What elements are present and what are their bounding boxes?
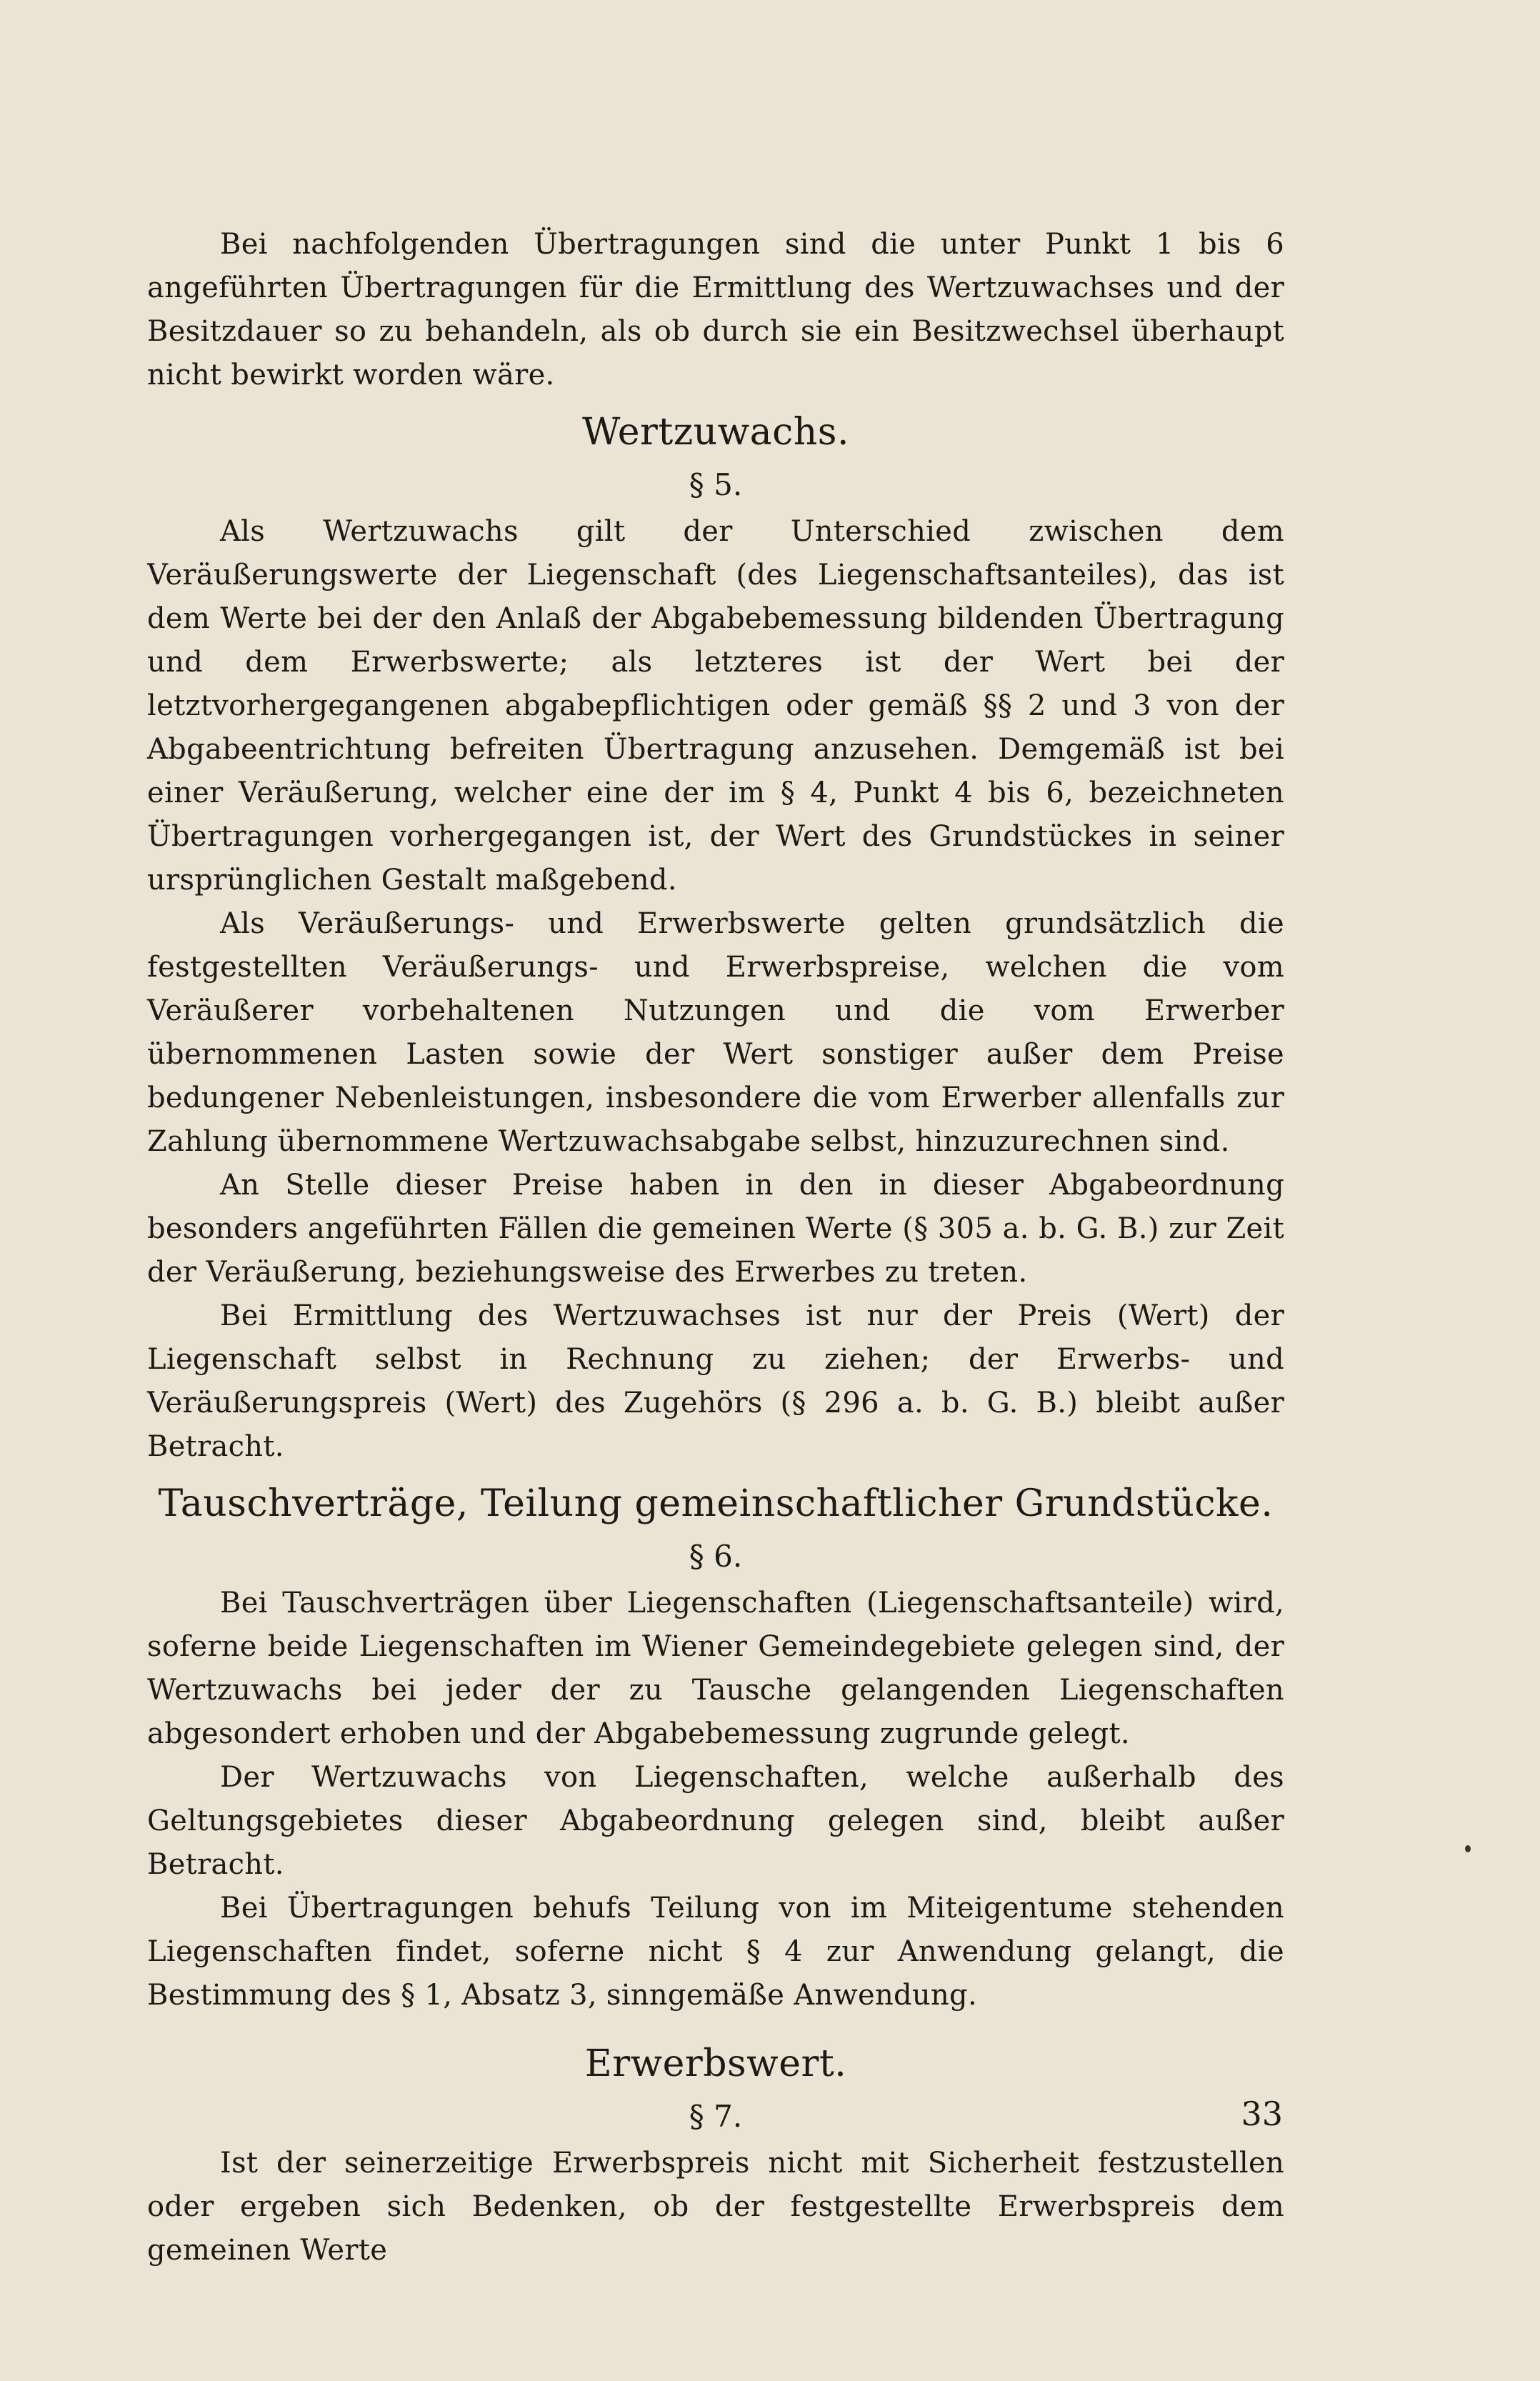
paragraph: An Stelle dieser Preise haben in den in dieser Abgabeordnung besonders angeführten Fällen die gemeinen Werte (§ 305 a. b. G. B.) zur Zeit der Veräußerung, beziehungsweise des Erwerbes zu treten. [147, 1169, 1284, 1289]
ink-speck [1465, 1845, 1471, 1852]
section-number-5: § 5. [689, 467, 743, 502]
paragraph: Ist der seinerzeitige Erwerbspreis nicht mit Sicherheit festzustellen oder ergeben sich Bedenken, ob der festgestellte Erwerbspreis dem gemeinen Werte [147, 2147, 1284, 2267]
paragraph: Bei Ermittlung des Wertzuwachses ist nur der Preis (Wert) der Liegenschaft selbst in Rechnung zu ziehen; der Erwerbs- und Veräußerungspreis (Wert) des Zugehörs (§ 296 a. b. G. B.) bleibt außer Betracht. [147, 1299, 1284, 1463]
body-text [147, 223, 1284, 2272]
paragraph: Als Veräußerungs- und Erwerbswerte gelten grundsätzlich die festgestellten Veräußerungs- und Erwerbspreise, welchen die vom Veräußerer vorbehaltenen Nutzungen und die vom Erwerber übernommenen Lasten sowie der Wert sonstiger außer dem Preise bedungener Nebenleistungen, insbesondere die vom Erwerber allenfalls zur Zahlung übernommene Wertzuwachsabgabe selbst, hinzuzurechnen sind. [147, 907, 1284, 1158]
intro-paragraph: Bei nachfolgenden Übertragungen sind die unter Punkt 1 bis 6 angeführten Übertragungen für die Ermittlung des Wertzuwachses und der Besitzdauer so zu behandeln, als ob durch sie ein Besitzwechsel überhaupt nicht bewirkt worden wäre. [147, 228, 1284, 391]
section-number-7: § 7. [689, 2099, 743, 2134]
paragraph: Bei Tauschverträgen über Liegenschaften (Liegenschaftsanteile) wird, soferne beide Liegenschaften im Wiener Gemeindegebiete gelegen sind, der Wertzuwachs bei jeder der zu Tausche gelangenden Liegenschaften abgesondert erhoben und der Abgabebemessung zugrunde gelegt. [147, 1587, 1284, 1750]
paragraph: Bei Übertragungen behufs Teilung von im Miteigentume stehenden Liegenschaften findet, soferne nicht § 4 zur Anwendung gelangt, die Bestimmung des § 1, Absatz 3, sinngemäße Anwendung. [147, 1892, 1284, 2012]
paragraph: Als Wertzuwachs gilt der Unterschied zwischen dem Veräußerungswerte der Liegenschaft (des Liegenschaftsanteiles), das ist dem Werte bei der den Anlaß der Abgabebemessung bildenden Übertragung und dem Erwerbswerte; als letzteres ist der Wert bei der letztvorhergegangenen abgabepflichtigen oder gemäß §§ 2 und 3 von der Abgabeentrichtung befreiten Übertragung anzusehen. Demgemäß ist bei einer Veräußerung, welcher eine der im § 4, Punkt 4 bis 6, bezeichneten Übertragungen vorhergegangen ist, der Wert des Grundstückes in seiner ursprünglichen Gestalt maßgebend. [147, 515, 1284, 897]
heading-tauschvertraege: Tauschverträge, Teilung gemeinschaftlicher Grundstücke. [158, 1482, 1274, 1525]
page-number: 33 [1241, 2095, 1283, 2133]
heading-wertzuwachs: Wertzuwachs. [582, 411, 849, 454]
paragraph: Der Wertzuwachs von Liegenschaften, welche außerhalb des Geltungsgebietes dieser Abgabeordnung gelegen sind, bleibt außer Betracht. [147, 1761, 1284, 1881]
heading-erwerbswert: Erwerbswert. [584, 2042, 847, 2085]
section-number-6: § 6. [689, 1539, 743, 1574]
